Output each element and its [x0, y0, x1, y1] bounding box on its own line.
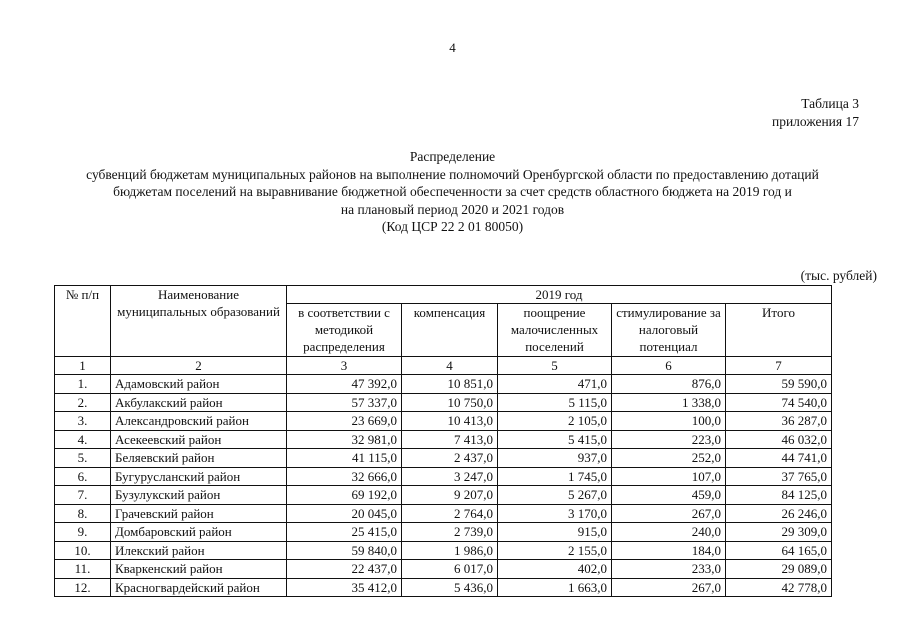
- title-line-2: бюджетам поселений на выравнивание бюджетной обеспеченности за счет средств областного бюджета на 2019 год и: [113, 184, 792, 199]
- compensation-amount: 3 247,0: [402, 467, 498, 486]
- tax-potential-incentive: 240,0: [612, 523, 726, 542]
- compensation-amount: 10 750,0: [402, 393, 498, 412]
- total-amount: 42 778,0: [726, 578, 832, 597]
- methodology-amount: 32 981,0: [287, 430, 402, 449]
- header-col5: поощрение малочисленных поселений: [498, 304, 612, 357]
- table-row: [55, 412, 832, 431]
- row-index: 6.: [55, 467, 111, 486]
- compensation-amount: 10 851,0: [402, 375, 498, 394]
- header-col7: Итого: [726, 304, 832, 357]
- column-number: 7: [726, 357, 832, 375]
- row-index: 12.: [55, 578, 111, 597]
- tax-potential-incentive: 252,0: [612, 449, 726, 468]
- district-name: Акбулакский район: [111, 393, 287, 412]
- methodology-amount: 69 192,0: [287, 486, 402, 505]
- table-row: [55, 430, 832, 449]
- methodology-amount: 41 115,0: [287, 449, 402, 468]
- title-line-3: на плановый период 2020 и 2021 годов: [340, 201, 565, 217]
- methodology-amount: 35 412,0: [287, 578, 402, 597]
- total-amount: 74 540,0: [726, 393, 832, 412]
- row-index: 7.: [55, 486, 111, 505]
- column-number-row: [55, 357, 832, 375]
- header-col4: компенсация: [402, 304, 498, 357]
- district-name: Домбаровский район: [111, 523, 287, 542]
- row-index: 3.: [55, 412, 111, 431]
- district-name: Кваркенский район: [111, 560, 287, 579]
- column-number: 2: [111, 357, 287, 375]
- table-row: [55, 578, 832, 597]
- row-index: 2.: [55, 393, 111, 412]
- small-settlements-incentive: 5 267,0: [498, 486, 612, 505]
- total-amount: 37 765,0: [726, 467, 832, 486]
- total-amount: 44 741,0: [726, 449, 832, 468]
- header-year-group: 2019 год: [287, 286, 832, 304]
- column-number: 3: [287, 357, 402, 375]
- total-amount: 29 309,0: [726, 523, 832, 542]
- header-row-top: [55, 286, 832, 304]
- column-number: 6: [612, 357, 726, 375]
- district-name: Александровский район: [111, 412, 287, 431]
- tax-potential-incentive: 1 338,0: [612, 393, 726, 412]
- compensation-amount: 9 207,0: [402, 486, 498, 505]
- methodology-amount: 23 669,0: [287, 412, 402, 431]
- tax-potential-incentive: 184,0: [612, 541, 726, 560]
- methodology-amount: 32 666,0: [287, 467, 402, 486]
- methodology-amount: 25 415,0: [287, 523, 402, 542]
- table-row: [55, 449, 832, 468]
- title-code: (Код ЦСР 22 2 01 80050): [381, 219, 524, 234]
- methodology-amount: 57 337,0: [287, 393, 402, 412]
- district-name: Илекский район: [111, 541, 287, 560]
- column-number: 4: [402, 357, 498, 375]
- header-name: Наименование муниципальных образований: [111, 286, 287, 357]
- row-index: 5.: [55, 449, 111, 468]
- tax-potential-incentive: 233,0: [612, 560, 726, 579]
- column-number: 5: [498, 357, 612, 375]
- row-index: 10.: [55, 541, 111, 560]
- district-name: Красногвардейский район: [111, 578, 287, 597]
- row-index: 9.: [55, 523, 111, 542]
- table-row: [55, 375, 832, 394]
- header-number: № п/п: [55, 286, 111, 357]
- table-row: [55, 504, 832, 523]
- district-name: Асекеевский район: [111, 430, 287, 449]
- methodology-amount: 59 840,0: [287, 541, 402, 560]
- small-settlements-incentive: 471,0: [498, 375, 612, 394]
- tax-potential-incentive: 100,0: [612, 412, 726, 431]
- methodology-amount: 22 437,0: [287, 560, 402, 579]
- compensation-amount: 1 986,0: [402, 541, 498, 560]
- district-name: Беляевский район: [111, 449, 287, 468]
- document-title: [20, 148, 885, 236]
- table-row: [55, 486, 832, 505]
- methodology-amount: 47 392,0: [287, 375, 402, 394]
- compensation-amount: 6 017,0: [402, 560, 498, 579]
- methodology-amount: 20 045,0: [287, 504, 402, 523]
- row-index: 4.: [55, 430, 111, 449]
- distribution-table: [54, 285, 832, 597]
- tax-potential-incentive: 267,0: [612, 578, 726, 597]
- total-amount: 26 246,0: [726, 504, 832, 523]
- total-amount: 84 125,0: [726, 486, 832, 505]
- reference-table-label: Таблица 3: [801, 96, 859, 111]
- table-reference: [772, 95, 859, 131]
- total-amount: 59 590,0: [726, 375, 832, 394]
- row-index: 11.: [55, 560, 111, 579]
- header-col3: в соответствии с методикой распределения: [287, 304, 402, 357]
- small-settlements-incentive: 3 170,0: [498, 504, 612, 523]
- tax-potential-incentive: 223,0: [612, 430, 726, 449]
- compensation-amount: 2 764,0: [402, 504, 498, 523]
- tax-potential-incentive: 459,0: [612, 486, 726, 505]
- compensation-amount: 5 436,0: [402, 578, 498, 597]
- small-settlements-incentive: 5 115,0: [498, 393, 612, 412]
- district-name: Адамовский район: [111, 375, 287, 394]
- small-settlements-incentive: 915,0: [498, 523, 612, 542]
- table-row: [55, 393, 832, 412]
- small-settlements-incentive: 5 415,0: [498, 430, 612, 449]
- total-amount: 36 287,0: [726, 412, 832, 431]
- table-row: [55, 560, 832, 579]
- compensation-amount: 2 739,0: [402, 523, 498, 542]
- compensation-amount: 7 413,0: [402, 430, 498, 449]
- table-row: [55, 523, 832, 542]
- district-name: Бузулукский район: [111, 486, 287, 505]
- small-settlements-incentive: 2 105,0: [498, 412, 612, 431]
- column-number: 1: [55, 357, 111, 375]
- small-settlements-incentive: 1 663,0: [498, 578, 612, 597]
- page-number: 4: [449, 40, 456, 55]
- small-settlements-incentive: 2 155,0: [498, 541, 612, 560]
- row-index: 1.: [55, 375, 111, 394]
- district-name: Бугурусланский район: [111, 467, 287, 486]
- total-amount: 64 165,0: [726, 541, 832, 560]
- compensation-amount: 10 413,0: [402, 412, 498, 431]
- small-settlements-incentive: 1 745,0: [498, 467, 612, 486]
- tax-potential-incentive: 267,0: [612, 504, 726, 523]
- row-index: 8.: [55, 504, 111, 523]
- title-line-1: субвенций бюджетам муниципальных районов на выполнение полномочий Оренбургской области по предоставлению дотаций: [86, 166, 819, 182]
- title-heading: Распределение: [409, 149, 496, 164]
- small-settlements-incentive: 402,0: [498, 560, 612, 579]
- small-settlements-incentive: 937,0: [498, 449, 612, 468]
- table-row: [55, 541, 832, 560]
- tax-potential-incentive: 107,0: [612, 467, 726, 486]
- district-name: Грачевский район: [111, 504, 287, 523]
- tax-potential-incentive: 876,0: [612, 375, 726, 394]
- total-amount: 29 089,0: [726, 560, 832, 579]
- total-amount: 46 032,0: [726, 430, 832, 449]
- units-label: (тыс. рублей): [800, 268, 877, 283]
- header-col6: стимулирование за налоговый потенциал: [612, 304, 726, 357]
- compensation-amount: 2 437,0: [402, 449, 498, 468]
- table-row: [55, 467, 832, 486]
- reference-appendix-label: приложения 17: [771, 114, 859, 129]
